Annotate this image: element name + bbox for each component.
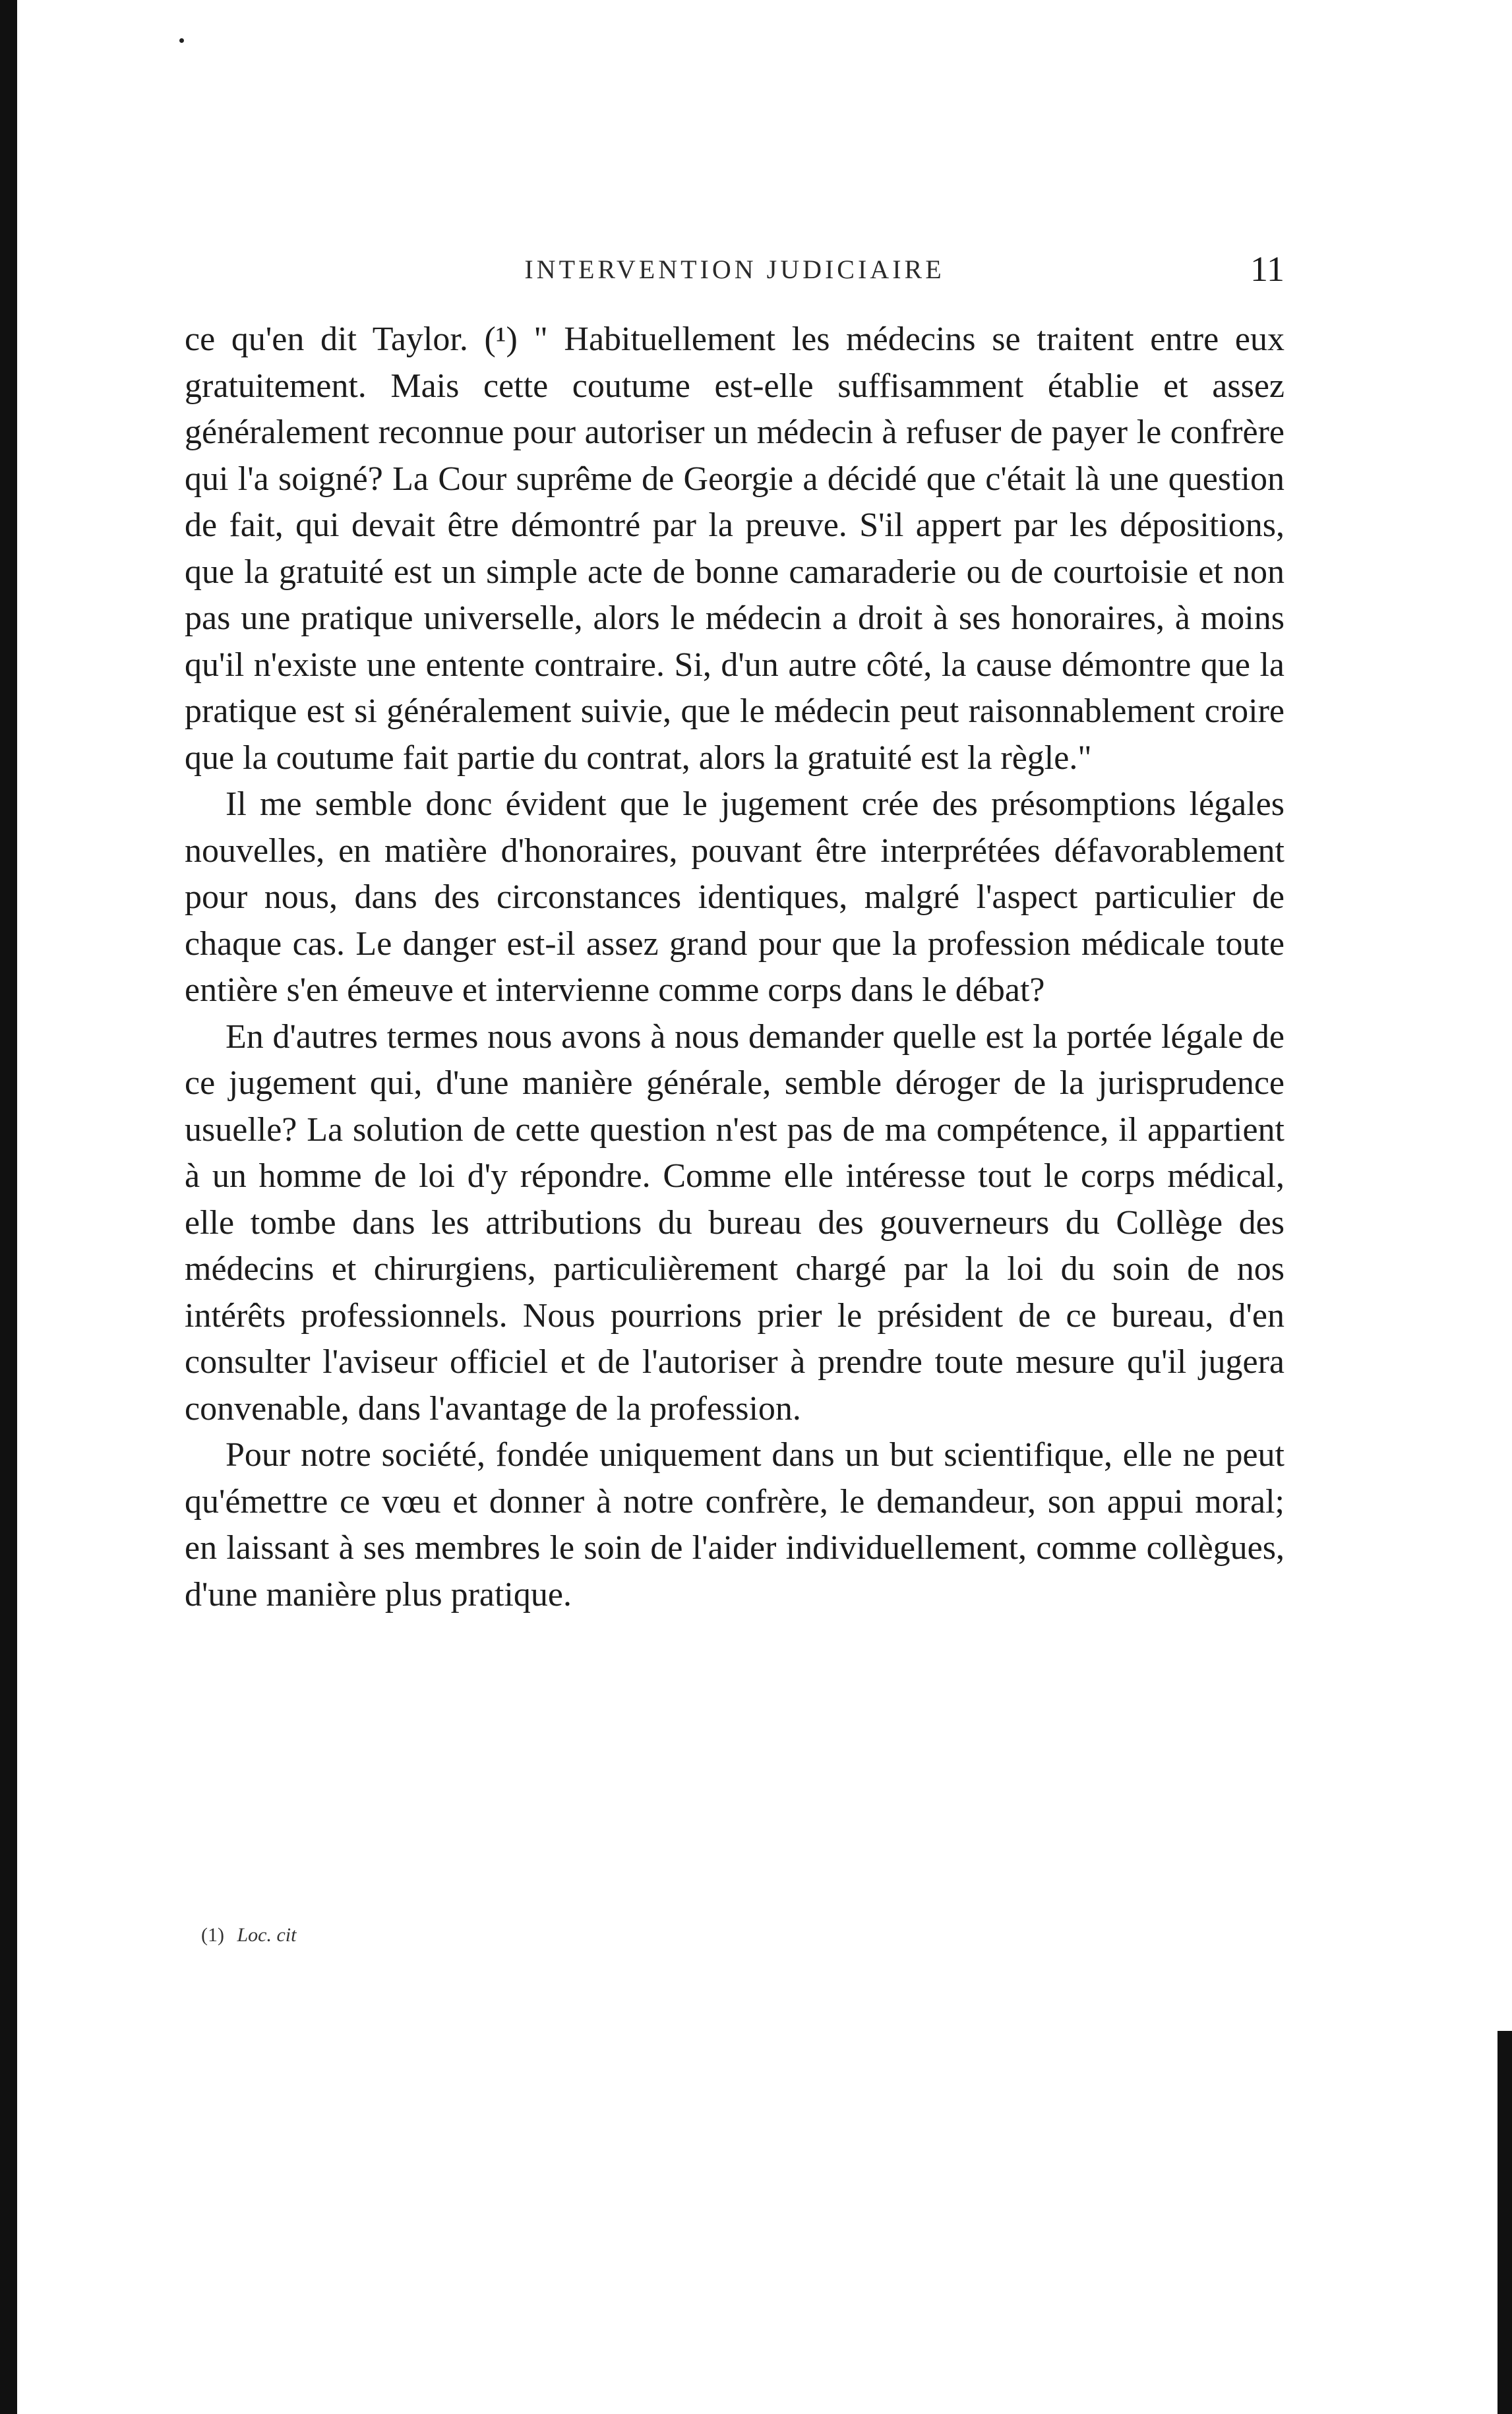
paragraph: En d'autres termes nous avons à nous demander quelle est la portée légale de ce jugement qui, d'une manière générale, semble déroger de la jurisprudence usuelle? La solution de cette question n'est pas de ma compétence, il appartient à un homme de loi d'y répondre. Comme elle intéresse tout le corps médical, elle tombe dans les attributions du bureau des gouverneurs du Collège des médecins et chirurgiens, particulièrement chargé par la loi du soin de nos intérêts professionnels. Nous pourrions prier le président de ce bureau, d'en consulter l'aviseur officiel et de l'autoriser à prendre toute mesure qu'il jugera convenable, dans l'avantage de la profession. [185,1017,1285,1428]
paragraph: ce qu'en dit Taylor. (¹) " Habituellement les médecins se traitent entre eux gratuitement. Mais cette coutume est-elle suffisamment établie et assez généralement reconnue pour autoriser un médecin à refuser de payer le confrère qui l'a soigné? La Cour suprême de Georgie a décidé que c'était là une question de fait, qui devait être démontré par la preuve. S'il appert par les dépositions, que la gratuité est un simple acte de bonne camaraderie ou de courtoisie et non pas une pratique universelle, alors le médecin a droit à ses honoraires, à moins qu'il n'existe une entente contraire. Si, d'un autre côté, la cause démontre que la pratique est si généralement suivie, que le médecin peut raisonnablement croire que la coutume fait partie du contrat, alors la gratuité est la règle." [185,320,1285,777]
scan-speck [179,38,184,43]
running-head [185,249,1285,293]
footnote [201,1924,296,1946]
body-text [185,317,1285,1618]
footnote-text: Loc. cit [237,1924,297,1946]
scan-border-right [1497,2031,1512,2414]
paragraph: Il me semble donc évident que le jugement crée des présomptions légales nouvelles, en matière d'honoraires, pouvant être interprétées défavorablement pour nous, dans des circonstances identiques, malgré l'aspect particulier de chaque cas. Le danger est-il assez grand pour que la profession médicale toute entière s'en émeuve et intervienne comme corps dans le débat? [185,785,1285,1009]
footnote-marker: (1) [201,1924,224,1946]
paragraph: Pour notre société, fondée uniquement dans un but scientifique, elle ne peut qu'émettre ce vœu et donner à notre confrère, le demandeur, son appui moral; en laissant à ses membres le soin de l'aider individuellement, comme collègues, d'une manière plus pratique. [185,1436,1285,1614]
scan-border-left [0,0,17,2414]
running-title: INTERVENTION JUDICIAIRE [524,255,945,284]
page-number: 11 [1250,249,1285,289]
